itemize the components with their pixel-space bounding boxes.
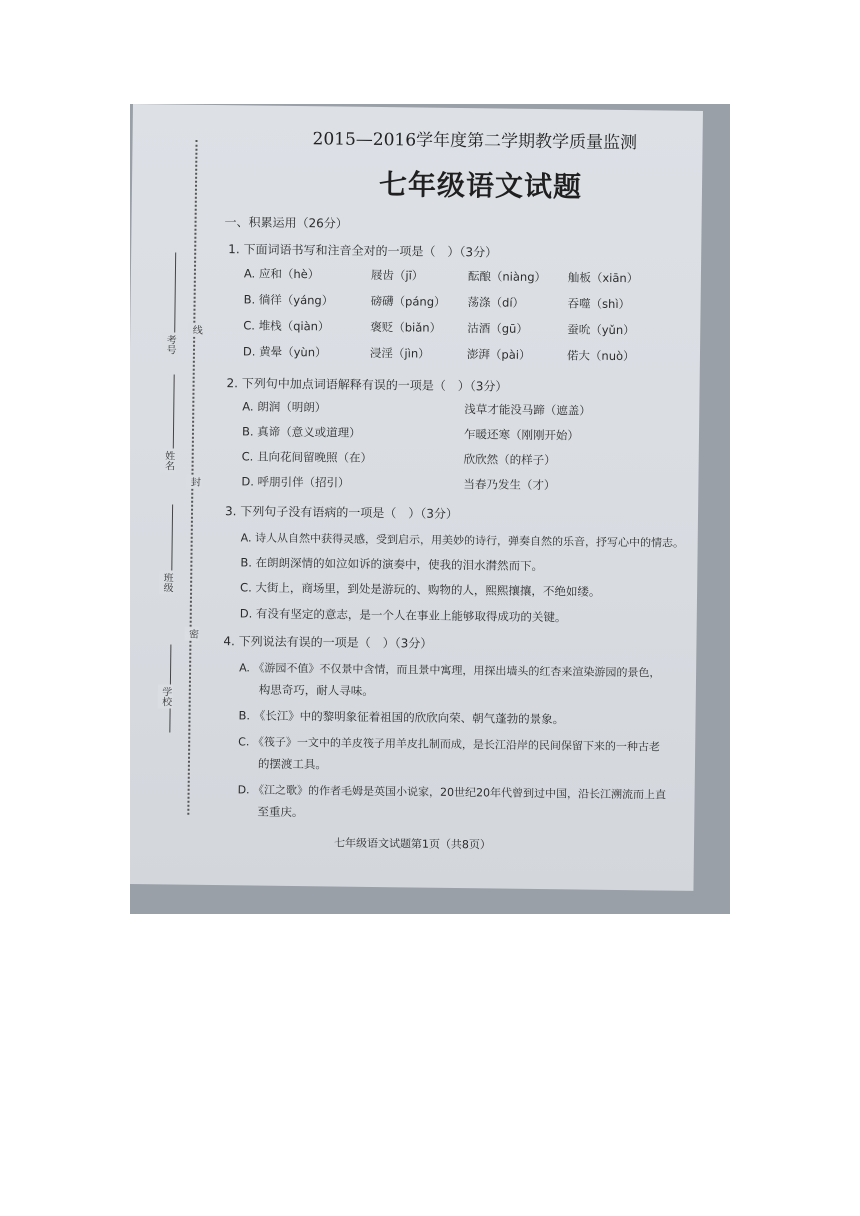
q1-option: 蚕吮（yǔn） [567, 322, 635, 338]
field-label-name: 姓名 [161, 448, 176, 472]
field-label-school: 学校 [158, 684, 173, 708]
q1-option: 偌大（nuò） [566, 348, 635, 364]
q2-option: 浅草才能没马蹄（遮盖） [464, 402, 591, 418]
q4-option-continuation: 至重庆。 [257, 804, 304, 820]
q2-option: 欣欣然（的样子） [463, 452, 556, 468]
q1-option: 沽酒（gū） [467, 321, 528, 336]
q3-option: D. 有没有坚定的意志，是一个人在事业上能够取得成功的关键。 [239, 606, 567, 625]
q2-option: D. 呼朋引伴（招引） [241, 474, 350, 490]
q4-option: B. 《长江》中的黎明象征着祖国的欣欣向荣、朝气蓬勃的景象。 [238, 708, 565, 727]
exam-title: 七年级语文试题 [378, 168, 583, 204]
q1-option: 褒贬（biǎn） [370, 319, 442, 335]
exam-sheet [130, 104, 703, 891]
q4-option: A. 《游园不值》不仅景中含情，而且景中寓理，用探出墙头的红杏来渲染游园的景色， [239, 661, 661, 680]
q2-option: C. 且向花间留晚照（在） [241, 449, 373, 465]
q3-option: B. 在朗朗深情的如泣如诉的演奏中，使我的泪水潸然而下。 [240, 555, 544, 574]
q1-option: 磅礴（páng） [370, 293, 446, 309]
q2-option: 乍暖还寒（刚刚开始） [463, 427, 580, 443]
question-3-stem: 3. 下列句子没有语病的一项是（ ）（3分） [224, 504, 459, 521]
field-label-class: 班级 [159, 570, 174, 594]
q2-option: A. 朗润（明朗） [242, 399, 327, 415]
q1-option: 浸淫（jìn） [369, 345, 430, 361]
section-title: 一、积累运用（26分） [224, 215, 348, 231]
q2-option: B. 真谛（意义或道理） [241, 424, 361, 440]
field-blank-line [174, 253, 177, 341]
q1-option: 屐齿（jī） [370, 267, 424, 283]
q4-option: D. 《江之歌》的作者毛姆是英国小说家，20世纪20年代曾到过中国，沿长江溯流而上直 [237, 783, 667, 802]
document-photo [130, 104, 730, 914]
q1-option: B. 徜徉（yáng） [243, 292, 334, 308]
q1-option: A. 应和（hè） [243, 266, 320, 282]
seal-word-seal: 封 [186, 475, 201, 489]
q4-option: C. 《筏子》一文中的羊皮筏子用羊皮扎制而成，是长江沿岸的民间保留下来的一种古老 [238, 735, 660, 754]
page-footer: 七年级语文试题第1页（共8页） [333, 836, 492, 852]
q1-option: 荡涤（dí） [467, 295, 525, 310]
q1-option: D. 黄晕（yùn） [242, 344, 327, 360]
q2-option: 当春乃发生（才） [463, 477, 556, 493]
q3-option: A. 诗人从自然中获得灵感，受到启示，用美妙的诗行，弹奏自然的乐音，抒写心中的情志。 [240, 531, 685, 550]
question-2-stem: 2. 下列句中加点词语解释有误的一项是（ ）（3分） [226, 376, 508, 394]
question-1-stem: 1. 下面词语书写和注音全对的一项是（ ）（3分） [228, 242, 498, 260]
exam-header: 2015—2016学年度第二学期教学质量监测 [312, 129, 638, 154]
seal-word-secret: 密 [184, 627, 199, 641]
q4-option-continuation: 的摆渡工具。 [257, 756, 328, 772]
question-4-stem: 4. 下列说法有误的一项是（ ）（3分） [223, 634, 433, 651]
seal-word-line: 线 [188, 323, 203, 337]
field-label-exam-number: 考号 [162, 332, 177, 356]
q1-option: C. 堆栈（qiàn） [243, 318, 330, 334]
q3-option: C. 大街上，商场里，到处是游玩的、购物的人，熙熙攘攘，不绝如缕。 [240, 580, 601, 599]
q1-option: 舢板（xiān） [567, 270, 639, 286]
q1-option: 酝酿（niàng） [467, 269, 547, 285]
q4-option-continuation: 构思奇巧，耐人寻味。 [258, 682, 374, 698]
q1-option: 澎湃（pài） [466, 347, 531, 362]
q1-option: 吞噬（shì） [567, 296, 631, 312]
